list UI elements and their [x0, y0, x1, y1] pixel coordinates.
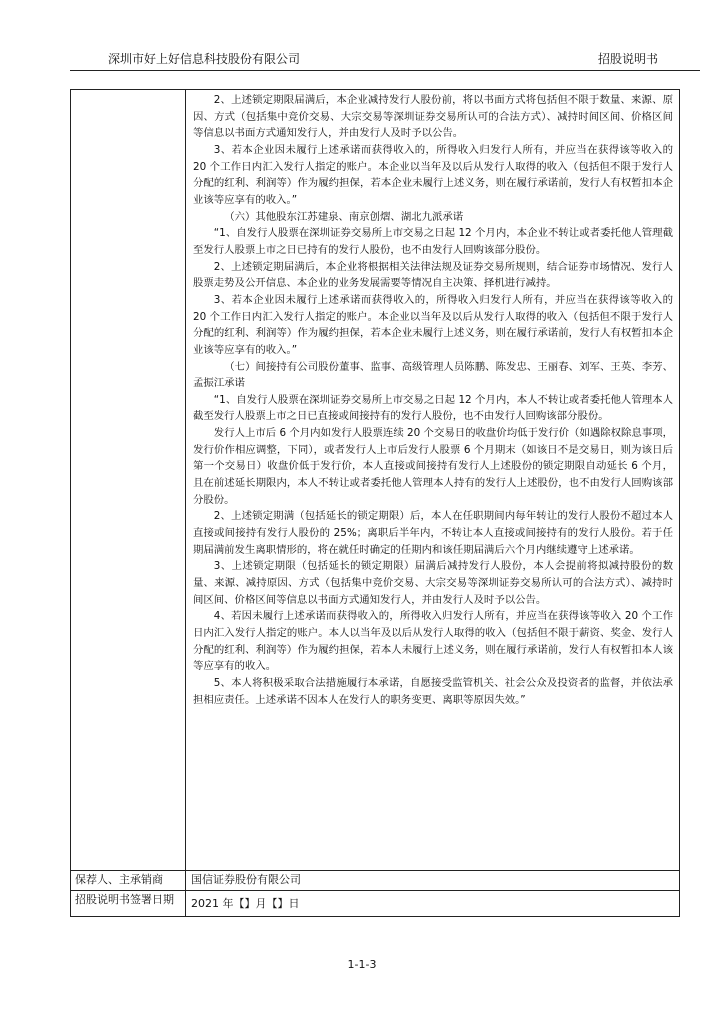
paragraph: 3、上述锁定期限（包括延长的锁定期限）届满后减持发行人股份，本人会提前将拟减持股份的数量、来源、减持原因、方式（包括集中竞价交易、大宗交易等深圳证券交易所认可的合法方式）、减持时间区间、价格区间等信息以书面方式通知发行人，并由发行人及时予以公告。 — [193, 560, 673, 606]
company-name: 深圳市好上好信息科技股份有限公司 — [108, 52, 301, 66]
paragraph: 2、上述锁定期满（包括延长的锁定期限）后，本人在任职期间内每年转让的发行人股份不超过本人直接或间接持有发行人股份的 25%；离职后半年内，不转让本人直接或间接持有的发行人股份。若于任期届满前发生离职情形的，将在就任时确定的任期内和该任期届满后六个月内继续遵守上述承诺。 — [193, 510, 673, 556]
commitment-text — [193, 92, 673, 708]
section-heading: （七）间接持有公司股份董事、监事、高级管理人员陈鹏、陈发忠、王丽春、刘军、王英、李芳、孟振江承诺 — [193, 360, 673, 390]
signing-date-label: 招股说明书签署日期 — [75, 893, 174, 906]
row-divider — [71, 890, 679, 891]
header-rule — [70, 70, 700, 71]
signing-date-value: 2021 年【】月【】日 — [191, 897, 300, 910]
row-divider — [71, 870, 679, 871]
sponsor-value: 国信证券股份有限公司 — [191, 873, 301, 886]
paragraph: 发行人上市后 6 个月内如发行人股票连续 20 个交易日的收盘价均低于发行价（如遇除权除息事项，发行价作相应调整，下同），或者发行人上市后发行人股票 6 个月期末（如该日不是交易日，则为该日后第一个交易日）收盘价低于发行价，本人直接或间接持有发行人上述股份的锁定期限自动延长 6 个月，且在前述延长期限内，本人不转让或者委托他人管理本人持有的发行人上述股份，也不由发行人回购该部分股份。 — [193, 427, 673, 506]
paragraph: “1、自发行人股票在深圳证券交易所上市交易之日起 12 个月内，本人不转让或者委托他人管理本人截至发行人股票上市之日已直接或间接持有的发行人股份，也不由发行人回购该部分股份。 — [193, 393, 673, 423]
paragraph: 2、上述锁定期届满后，本企业将根据相关法律法规及证券交易所规则，结合证券市场情况、发行人股票走势及公开信息、本企业的业务发展需要等情况自主决策、择机进行减持。 — [193, 260, 673, 290]
page-number: 1-1-3 — [347, 958, 377, 971]
section-heading: （六）其他股东江苏建泉、南京创熠、湖北九派承诺 — [224, 210, 464, 223]
document-type: 招股说明书 — [597, 52, 658, 66]
paragraph: 2、上述锁定期限届满后，本企业减持发行人股份前，将以书面方式将包括但不限于数量、来源、原因、方式（包括集中竞价交易、大宗交易等深圳证券交易所认可的合法方式）、减持时间区间、价格区间等信息以书面方式通知发行人，并由发行人及时予以公告。 — [193, 94, 673, 140]
paragraph: 3、若本企业因未履行上述承诺而获得收入的，所得收入归发行人所有，并应当在获得该等收入的 20 个工作日内汇入发行人指定的账户。本企业以当年及以后从发行人取得的收入（包括但不限于发行人分配的红利、利润等）作为履约担保，若本企业未履行上述义务，则在履行承诺前，发行人有权暂扣本企业该等应享有的收入。” — [193, 143, 673, 206]
column-divider — [185, 90, 186, 916]
paragraph: 3、若本企业因未履行上述承诺而获得收入的，所得收入归发行人所有，并应当在获得该等收入的 20 个工作日内汇入发行人指定的账户。本企业以当年及以后从发行人取得的收入（包括但不限于发行人分配的红利、利润等）作为履约担保，若本企业未履行上述义务，则在履行承诺前，发行人有权暂扣本企业该等应享有的收入。” — [193, 293, 673, 356]
info-table — [70, 89, 680, 917]
page-header — [70, 50, 700, 68]
paragraph: 4、若因未履行上述承诺而获得收入的，所得收入归发行人所有，并应当在获得该等收入 20 个工作日内汇入发行人指定的账户。本人以当年及以后从发行人取得的收入（包括但不限于薪资、奖金、发行人分配的红利、利润等）作为履约担保，若本人未履行上述义务，则在履行承诺前，发行人有权暂扣本人该等应享有的收入。 — [193, 610, 673, 673]
paragraph: 5、本人将积极采取合法措施履行本承诺，自愿接受监管机关、社会公众及投资者的监督，并依法承担相应责任。上述承诺不因本人在发行人的职务变更、离职等原因失效。” — [193, 676, 673, 706]
paragraph: “1、自发行人股票在深圳证券交易所上市交易之日起 12 个月内，本企业不转让或者委托他人管理截至发行人股票上市之日已持有的发行人股份，也不由发行人回购该部分股份。 — [193, 227, 673, 256]
sponsor-label: 保荐人、主承销商 — [75, 873, 163, 886]
